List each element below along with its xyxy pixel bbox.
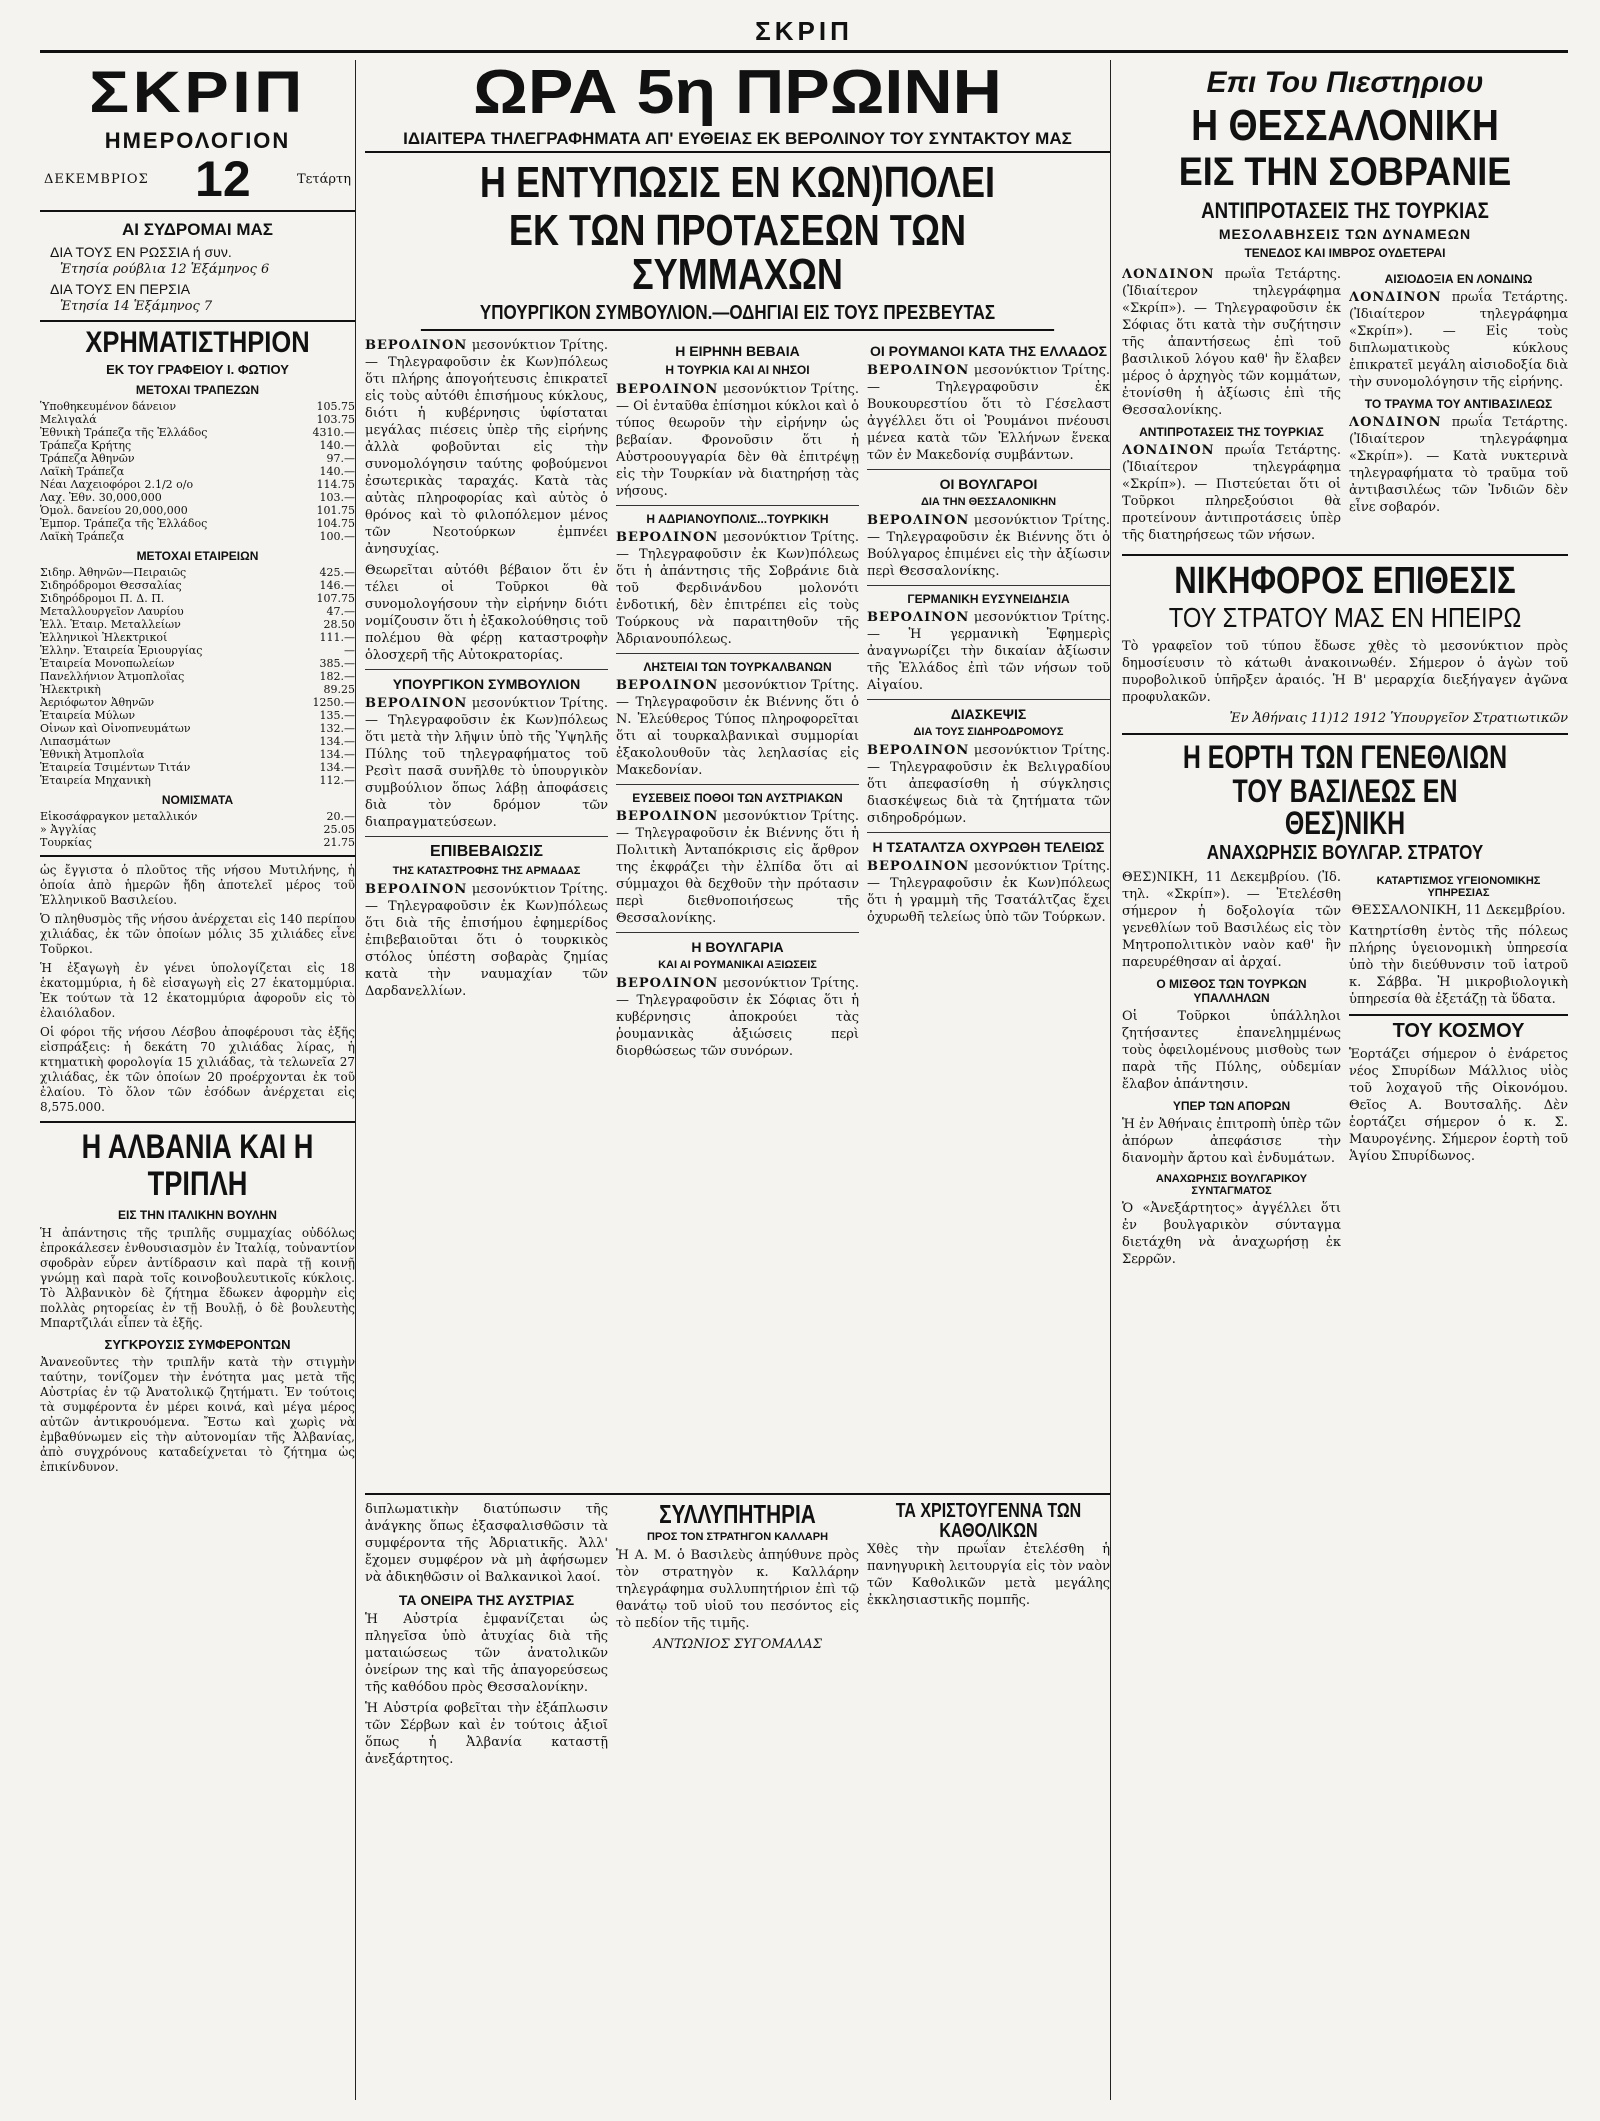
stock-name: Ἑταιρεία Μηχανικὴ (40, 774, 151, 787)
stock-row (40, 400, 355, 413)
stock-value: 100.— (319, 530, 355, 543)
right-headline-2: ΕΙΣ ΤΗΝ ΣΟΒΡΑΝΙΕ (1178, 150, 1512, 194)
stock-name: Τουρκίας (40, 836, 92, 849)
stock-value: 21.75 (323, 836, 355, 849)
stock-row (40, 605, 355, 618)
departure-headline: ΑΝΑΧΩΡΗΣΙΣ ΒΟΥΛΓΑΡΙΚΟΥ ΣΥΝΤΑΓΜΑΤΟΣ (1155, 1173, 1308, 1197)
left-story-text: Ὁ πληθυσμὸς τῆς νήσου ἀνέρχεται εἰς 140 περίπου χιλιάδας, ἐκ τῶν ὁποίων μόλις 35 χιλιάδες εἶνε Τοῦρκοι. (40, 912, 355, 956)
stock-value: 135.— (319, 709, 355, 722)
stock-value: 425.— (319, 566, 355, 579)
stock-name: Ἑταιρεία Τσιμέντων Τιτάν (40, 761, 191, 774)
dateline: ΛΟΝΔΙΝΟΝ (1349, 415, 1442, 430)
date-row (40, 152, 355, 212)
stock-row (40, 709, 355, 722)
dateline: ΒΕΡΟΛΙΝΟΝ (616, 976, 719, 991)
stock-name: Ἑταιρεία Μύλων (40, 709, 136, 722)
bulgaria-headline: Η ΒΟΥΛΓΑΡΙΑ (691, 939, 784, 955)
stock-value: 89.25 (323, 683, 355, 696)
story-text: μεσονύκτιον Τρίτης. — Τηλεγραφοῦσιν ἐκ Βιέννης ὅτι ἡ Πολιτικὴ Ἀνταπόκρισις εἰς ἄρθρον της ἐκφράζει τὴν ἐλπίδα ὅτι αἱ σύμμαχοι θὰ δεχθοῦν τὴν πρότασιν περὶ διεθνοποιήσεως τῆς Θεσσαλονίκης. (616, 809, 859, 926)
stock-value: 105.75 (316, 400, 355, 413)
stock-name: Σιδηρόδρομοι Π. Δ. Π. (40, 592, 165, 605)
stock-name: Ἐθνικὴ Τράπεζα τῆς Ἑλλάδος (40, 426, 208, 439)
stock-name: Οἶνων καὶ Οἰνοπνευμάτων (40, 722, 191, 735)
main-subcol-1 (365, 337, 608, 1487)
main-banner: ΩΡΑ 5η ΠΡΩΙΝΗ (473, 60, 1002, 127)
dateline: ΒΕΡΟΛΙΝΟΝ (867, 859, 970, 874)
story-text: πρωΐα Τετάρτης. (Ἰδιαίτερον τηλεγράφημα «Σκρίπ»). — Τηλεγραφοῦσιν ἐκ Σόφιας ὅτι κατὰ τὴν συζήτησιν τῆς ἀπαντήσεως ἐπὶ τοῦ βασιλικοῦ λόγου καθ' ἣν ἔλαβεν μέρος ὁ ἀρχηγὸς τῶν κομμάτων, ἐτονίσθη ἡ ἀξίωσις ἐπὶ τῆς Θεσσαλονίκης. (1122, 267, 1341, 418)
peace-subhead: Η ΤΟΥΡΚΙΑ ΚΑΙ ΑΙ ΝΗΣΟΙ (665, 363, 810, 377)
main-headline-1: Η ΕΝΤΥΠΩΣΙΣ ΕΝ ΚΩΝ)ΠΟΛΕΙ (479, 158, 996, 207)
salary-headline: Ο ΜΙΣΘΟΣ ΤΩΝ ΤΟΥΡΚΩΝ ΥΠΑΛΛΗΛΩΝ (1156, 977, 1307, 1005)
story-text: μεσονύκτιον Τρίτης. — Τηλεγραφοῦσιν ἐκ Κων)πόλεως ὅτι μετὰ τὴν λῆψιν ὑπὸ τῆς Ὑψηλῆς Πύλης τοῦ τηλεγραφήματος τοῦ Ρεσὶτ πασᾶ συνῆλθε τὸ ὑπουργικὸν συμβούλιον ὅπως λάβῃ ἀποφάσεις διὰ τὸν δρόμον τῶν διαπραγματεύσεων. (365, 696, 608, 830)
society-headline: ΤΟΥ ΚΟΣΜΟΥ (1349, 1014, 1568, 1043)
main-kicker: ΙΔΙΑΙΤΕΡΑ ΤΗΛΕΓΡΑΦΗΜΑΤΑ ΑΠ' ΕΥΘΕΙΑΣ ΕΚ ΒΕΡΟΛΙΝΟΥ ΤΟΥ ΣΥΝΤΑΚΤΟΥ ΜΑΣ (365, 130, 1110, 153)
stock-row (40, 478, 355, 491)
stock-row (40, 670, 355, 683)
subs-russia-price: Ἐτησία ρούβλια 12 Ἑξάμηνος 6 (60, 262, 270, 277)
exchange-title: ΧΡΗΜΑΤΙΣΤΗΡΙΟΝ (85, 326, 310, 359)
main-bottom-subcolumns (365, 1501, 1110, 1772)
confirmation-subhead: ΤΗΣ ΚΑΤΑΣΤΡΟΦΗΣ ΤΗΣ ΑΡΜΑΔΑΣ (392, 865, 581, 877)
main-subcol-3 (867, 337, 1110, 1487)
date-day: 12 (195, 151, 251, 207)
stock-row (40, 761, 355, 774)
stock-row (40, 735, 355, 748)
albania-headline: Η ΑΛΒΑΝΙΑ ΚΑΙ Η ΤΡΙΠΛΗ (81, 1128, 314, 1204)
stock-value: 47.— (326, 605, 355, 618)
right-subcol-1 (1122, 266, 1341, 548)
main-deck: ΥΠΟΥΡΓΙΚΟΝ ΣΥΜΒΟΥΛΙΟΝ.—ΟΔΗΓΙΑΙ ΕΙΣ ΤΟΥΣ ΠΡΕΣΒΕΥΤΑΣ (421, 303, 1054, 331)
story-text: Χθὲς τὴν πρωΐαν ἐτελέσθη ἡ πανηγυρικὴ λειτουργία εἰς τὸν ναὸν τῶν Καθολικῶν μετὰ μεγάλης ἐκκλησιαστικῆς πομπῆς. (867, 1542, 1110, 1608)
peace-headline: Η ΕΙΡΗΝΗ ΒΕΒΑΙΑ (675, 343, 800, 359)
optimism-headline: ΑΙΣΙΟΔΟΞΙΑ ΕΝ ΛΟΝΔΙΝΩ (1384, 272, 1533, 286)
stock-name: Νέαι Λαχειοφόροι 2.1/2 ο/ο (40, 478, 194, 491)
date-month: ΔΕΚΕΜΒΡΙΟΣ (44, 171, 149, 187)
stock-row (40, 439, 355, 452)
stock-row (40, 657, 355, 670)
dateline: ΛΟΝΔΙΝΟΝ (1122, 267, 1215, 282)
currency-header: ΝΟΜΙΣΜΑΤΑ (161, 793, 234, 807)
dateline: ΒΕΡΟΛΙΝΟΝ (867, 363, 970, 378)
subs-persia: ΔΙΑ ΤΟΥΣ ΕΝ ΠΕΡΣΙΑ (50, 281, 191, 297)
stock-row (40, 644, 355, 657)
currency-table (40, 810, 355, 849)
birthday-subhead: ΑΝΑΧΩΡΗΣΙΣ ΒΟΥΛΓΑΡ. ΣΤΡΑΤΟΥ (1206, 842, 1484, 864)
stock-value: 132.— (319, 722, 355, 735)
stock-value: 20.— (326, 810, 355, 823)
stock-value: 134.— (319, 735, 355, 748)
stock-value: 112.— (319, 774, 355, 787)
stock-value: 114.75 (316, 478, 355, 491)
conference-subhead: ΔΙΑ ΤΟΥΣ ΣΙΔΗΡΟΔΡΟΜΟΥΣ (913, 726, 1064, 738)
dateline: ΒΕΡΟΛΙΝΟΝ (616, 809, 719, 824)
stock-name: Σιδηρόδρομοι Θεσσαλίας (40, 579, 182, 592)
stock-row (40, 530, 355, 543)
stock-row (40, 517, 355, 530)
story-text: μεσονύκτιον Τρίτης. — Τηλεγραφοῦσιν ἐκ Σόφιας ὅτι ἡ κυβέρνησις ἀποκρούει τὰς ῥουμανικὰς ἀξιώσεις περὶ διορθώσεως τῶν συνόρων. (616, 976, 859, 1059)
right-deck-3: ΤΕΝΕΔΟΣ ΚΑΙ ΙΜΒΡΟΣ ΟΥΔΕΤΕΡΑΙ (1244, 246, 1446, 260)
right-column (1122, 60, 1568, 2100)
wound-headline: ΤΟ ΤΡΑΥΜΑ ΤΟΥ ΑΝΤΙΒΑΣΙΛΕΩΣ (1364, 397, 1553, 411)
dateline: ΛΟΝΔΙΝΟΝ (1122, 443, 1215, 458)
stock-value: 25.05 (323, 823, 355, 836)
stock-name: Ἑλλην. Ἑταιρεία Ἐριουργίας (40, 644, 203, 657)
right-deck-1: ΑΝΤΙΠΡΟΤΑΣΕΙΣ ΤΗΣ ΤΟΥΡΚΙΑΣ (1201, 198, 1489, 223)
stock-name: Λιπασμάτων (40, 735, 111, 748)
story-text: Ἑορτάζει σήμερον ὁ ἐνάρετος νέος Σπυρίδων Μάλλιος υἱὸς τοῦ λοχαγοῦ τῆς Οἰκονόμου. Θεῖος Α. Βουτσαλῆς. Δὲν ἑορτάζει σήμερον ὁ κ. Σ. Μαυρογένης. Σήμερον ἑορτὴ τοῦ Ἁγίου Σπυρίδωνος. (1349, 1047, 1568, 1164)
confirmation-headline: ΕΠΙΒΕΒΑΙΩΣΙΣ (430, 843, 543, 860)
main-bottom-col-1 (365, 1501, 608, 1772)
christmas-headline: ΤΑ ΧΡΙΣΤΟΥΓΕΝΝΑ ΤΩΝ ΚΑΘΟΛΙΚΩΝ (895, 1501, 1082, 1542)
story-text: μεσονύκτιον Τρίτης. — Τηλεγραφοῦσιν ἐκ Βελιγραδίου ὅτι ἀπεφασίσθη ἡ σύγκλησις διασκέψεως διὰ τὰ ζητήματα τῶν σιδηροδρόμων. (867, 743, 1110, 826)
story-text: μεσονύκτιον Τρίτης. — Τηλεγραφοῦσιν ἐκ Κων)πόλεως ὅτι διὰ τῆς ἐπισήμου ἐφημερίδος ἐπιβεβαιοῦται ὅτι ὁ τουρκικὸς στόλος ὑπέστη σοβαρὰς ζημίας κατὰ τὴν ναυμαχίαν τῶν Δαρδανελλίων. (365, 882, 608, 999)
stock-row (40, 823, 355, 836)
story-text: Κατηρτίσθη ἐντὸς τῆς πόλεως πλήρης ὑγειονομικὴ ὑπηρεσία ὑπὸ τὴν διεύθυνσιν τοῦ ἰατροῦ κ. Σάββα. Ἡ μικροβιολογικὴ ὑπηρεσία θὰ ἐξετάζῃ τὰ ὕδατα. (1349, 924, 1568, 1007)
conference-headline: ΔΙΑΣΚΕΨΙΣ (950, 706, 1027, 722)
stock-value: 134.— (319, 761, 355, 774)
council-headline: ΥΠΟΥΡΓΙΚΟΝ ΣΥΜΒΟΥΛΙΟΝ (392, 676, 581, 692)
stock-row (40, 774, 355, 787)
story-text: μεσονύκτιον Τρίτης. — Τηλεγραφοῦσιν ἐκ Κων)πόλεως ὅτι πλήρης ἀπογοήτευσις ἐπικρατεῖ εἰς τοὺς αὐτόθι ἐπισήμους κύκλους, διότι ἡ κυβέρνησις ὑφίσταται μεγάλας πιέσεις ὑπὲρ τῆς εἰρήνης ἀλλὰ φοβοῦνται εἰς τὴν συνομολόγησιν ταύτης φοβούμενοι ἐσωτερικὰς ταραχάς. Κατὰ τὰς αὐτὰς πληροφορίας καὶ αὐτὸς ὁ θρόνος καὶ τὸ φιλοπόλεμον μένος τῶν Νεοτούρκων ἐμπνέει ἀνησυχίας. (365, 338, 608, 557)
story-text: Ἡ Αὐστρία φοβεῖται τὴν ἐξάπλωσιν τῶν Σέρβων καὶ ἐν τούτοις ἀξιοῖ ὅπως ἡ Ἀλβανία καταστῇ ἀνεξάρτητος. (365, 1701, 608, 1767)
counterproposals-headline: ΑΝΤΙΠΡΟΤΑΣΕΙΣ ΤΗΣ ΤΟΥΡΚΙΑΣ (1139, 425, 1324, 439)
story-text: Ἡ Α. Μ. ὁ Βασιλεὺς ἀπηύθυνε πρὸς τὸν στρατηγὸν κ. Καλλάρην τηλεγράφημα συλλυπητήριον ἐπὶ τῷ θανάτῳ τοῦ υἱοῦ του πεσόντος εἰς τὸ πεδίον τῆς τιμῆς. (616, 1548, 859, 1631)
stock-name: Ἀεριόφωτον Ἀθηνῶν (40, 696, 155, 709)
chatalja-headline: Η ΤΣΑΤΑΛΤΖΑ ΟΧΥΡΩΘΗ ΤΕΛΕΙΩΣ (872, 839, 1105, 855)
stock-row (40, 426, 355, 439)
stock-value: 97.— (326, 452, 355, 465)
newspaper-page (40, 14, 1568, 2104)
albania-text: Ἡ ἀπάντησις τῆς τριπλῆς συμμαχίας οὐδόλως ἐπροκάλεσεν ἐνθουσιασμὸν ἐν Ἰταλίᾳ, τοὐναντίον σφοδρὰν εὗρεν ἀντίδρασιν καὶ παρὰ τῇ κοινῇ γνώμῃ καὶ παρὰ τοῖς κοινοβουλευτικοῖς κύκλοις. Τὸ Ἀλβανικὸν δὲ ζήτημα ἔδωκεν ἀφορμὴν εἰς πολλὰς ρητορείας ἐν τῇ Βουλῇ, ὁ δὲ βουλευτὴς Μπαρτζιλάι εἶπεν τὰ ἑξῆς. (40, 1225, 355, 1330)
dateline: ΒΕΡΟΛΙΝΟΝ (365, 696, 468, 711)
story-text: Θεωρεῖται αὐτόθι βέβαιον ὅτι ἐν τέλει οἱ Τοῦρκοι θὰ συνομολογήσουν τὴν εἰρήνην διότι νομίζουσιν ὅτι ἡ ἐξακολούθησις τοῦ πολέμου θὰ φέρῃ καταστροφὴν ὁλοσχερῆ τῆς Αὐτοκρατορίας. (365, 563, 608, 663)
banks-header: ΜΕΤΟΧΑΙ ΤΡΑΠΕΖΩΝ (135, 383, 260, 397)
stock-value: 140.— (319, 465, 355, 478)
stock-name: Πανελλήνιον Ἀτμοπλοΐας (40, 670, 185, 683)
stock-row (40, 722, 355, 735)
dateline: ΒΕΡΟΛΙΝΟΝ (867, 610, 970, 625)
stock-value: — (344, 644, 355, 657)
story-text: Οἱ Τοῦρκοι ὑπάλληλοι ζητήσαντες ἐπανελημμένως τοὺς ὀφειλομένους μισθοὺς των παρὰ τῆς Πύλης, οὐδεμίαν ἔλαβον ἀπάντησιν. (1122, 1009, 1341, 1092)
birthday-headline-2: ΤΟΥ ΒΑΣΙΛΕΩΣ ΕΝ ΘΕΣ)ΝΙΚΗ (1232, 773, 1458, 841)
dateline: ΒΕΡΟΛΙΝΟΝ (365, 338, 468, 353)
story-text: μεσονύκτιον Τρίτης. — Τηλεγραφοῦσιν ἐκ Κων)πόλεως ὅτι ἡ γραμμὴ τῆς Τσατάλτζας ἔχει ὀχυρωθῆ τελείως ὑπὸ τῶν Τούρκων. (867, 859, 1110, 925)
health-headline: ΚΑΤΑΡΤΙΣΜΟΣ ΥΓΕΙΟΝΟΜΙΚΗΣ ΥΠΗΡΕΣΙΑΣ (1376, 875, 1541, 899)
stock-row (40, 504, 355, 517)
stock-value: 101.75 (316, 504, 355, 517)
stock-value: 103.— (319, 491, 355, 504)
story-text: μεσονύκτιον Τρίτης. — Τηλεγραφοῦσιν ἐκ Κων)πόλεως ὅτι ἡ ἀπάντησις τῆς Σοβράνιε διὰ τοῦ Φερδινάνδου μολονότι ἐνδοτική, δὲν ἐπιτρέπει εἰς τοὺς Τούρκους νὰ παραιτηθοῦν τῆς Ἀδριανουπόλεως. (616, 530, 859, 647)
story-text: μεσονύκτιον Τρίτης. — Τηλεγραφοῦσιν ἐκ Βουκουρεστίου ὅτι τὸ Γέσελαστ ἀγγέλλει ὅτι οἱ Ῥουμάνοι πνέουσι μένεα κατὰ τῶν Ἑλλήνων ἕνεκα τῶν ἐν Μακεδονίᾳ συμβάντων. (867, 363, 1110, 463)
signature: ΑΝΤΩΝΙΟΣ ΣΥΓΟΜΑΛΑΣ (653, 1637, 822, 1652)
main-bottom-col-2 (616, 1501, 859, 1772)
left-story-text: ὡς ἔγγιστα ὁ πλοῦτος τῆς νήσου Μυτιλήνης, ἡ ὁποία ἀπὸ ἡμερῶν ἤδη ἀποτελεῖ μέρος τοῦ Ἑλληνικοῦ Βασιλείου. (40, 863, 355, 907)
stock-name: Τράπεζα Ἀθηνῶν (40, 452, 135, 465)
bulgaria-subhead: ΚΑΙ ΑΙ ΡΟΥΜΑΝΙΚΑΙ ΑΞΙΩΣΕΙΣ (658, 959, 817, 971)
stock-value: 28.50 (323, 618, 355, 631)
bulgarians-headline: ΟΙ ΒΟΥΛΓΑΡΟΙ (939, 476, 1038, 492)
stock-name: Λαϊκὴ Τράπεζα (40, 530, 125, 543)
story-text: πρωΐα Τετάρτης. (Ἰδιαίτερον τηλεγράφημα «Σκρίπ»). — Εἰς τοὺς διπλωματικοὺς κύκλους ἐπικρατεῖ μεγάλη αἰσιοδοξία διὰ τὴν συνομολόγησιν τῆς εἰρήνης. (1349, 290, 1568, 390)
stock-value: 107.75 (316, 592, 355, 605)
stock-name: Ἑταιρεία Μονοπωλείων (40, 657, 175, 670)
subs-persia-price: Ἐτησία 14 Ἑξάμηνος 7 (60, 299, 213, 314)
right-bottom-col-2 (1349, 869, 1568, 1272)
stock-row (40, 465, 355, 478)
austrians-headline: ΕΥΣΕΒΕΙΣ ΠΟΘΟΙ ΤΩΝ ΑΥΣΤΡΙΑΚΩΝ (632, 791, 843, 805)
dateline: ΒΕΡΟΛΙΝΟΝ (365, 882, 468, 897)
stock-name: Ἑλλ. Ἑταιρ. Μεταλλείων (40, 618, 181, 631)
stock-row (40, 631, 355, 644)
story-text: ΘΕΣ)ΝΙΚΗ, 11 Δεκεμβρίου. (Ἰδ. τηλ. «Σκρίπ»). — Ἐτελέσθη σήμερον ἡ δοξολογία τῶν γενεθλίων τοῦ Βασιλέως εἰς τὸν Μητροπολιτικὸν ναὸν καθ' ἣν παρευρέθησαν αἱ ἀρχαί. (1122, 870, 1341, 970)
companies-table (40, 566, 355, 787)
stock-name: Σιδηρ. Ἀθηνῶν—Πειραιῶς (40, 566, 187, 579)
stock-row (40, 748, 355, 761)
stock-row (40, 491, 355, 504)
stock-row (40, 618, 355, 631)
left-story-text: Ἡ ἐξαγωγὴ ἐν γένει ὑπολογίζεται εἰς 18 ἑκατομμύρια, ἡ δὲ εἰσαγωγὴ εἰς 27 ἑκατομμύρια. Ἐκ τούτων τὰ 12 ἑκατομμύρια ἀφοροῦν εἰς τὸ ἐλαιόλαδον. (40, 961, 355, 1020)
stock-row (40, 810, 355, 823)
stock-row (40, 836, 355, 849)
stock-row (40, 566, 355, 579)
stock-row (40, 452, 355, 465)
masthead-subtitle: ΗΜΕΡΟΛΟΓΙΟΝ (104, 128, 291, 153)
left-story-text: Οἱ φόροι τῆς νήσου Λέσβου ἀποφέρουσι τὰς ἑξῆς εἰσπράξεις: ἡ δεκάτη 70 χιλιάδας λίρας, ἡ κτηματικὴ φορολογία 15 χιλιάδας, τὰ τελωνεῖα 27 χιλιάδας, ἐκ τῶν ὁποίων 20 προέρχονται ἐκ τοῦ ἐλαίου. Τὸ ὅλον τῶν ἐσόδων ἀνέρχεται εἰς 8,575.000. (40, 1025, 355, 1114)
stock-value: 385.— (319, 657, 355, 670)
attack-subhead: ΤΟΥ ΣΤΡΑΤΟΥ ΜΑΣ ΕΝ ΗΠΕΙΡΩ (1168, 602, 1522, 633)
story-text: Ἡ Αὐστρία ἐμφανίζεται ὡς πληγεῖσα ὑπὸ ἀτυχίας διὰ τῆς ματαιώσεως τῶν ἀνατολικῶν ὀνείρων της καὶ τῆς ἀπαγορεύσεως τῆς καθόδου πρὸς Θεσσαλονίκην. (365, 1612, 608, 1695)
stock-row (40, 683, 355, 696)
poor-headline: ΥΠΕΡ ΤΩΝ ΑΠΟΡΩΝ (1172, 1099, 1291, 1113)
health-dateline: ΘΕΣΣΑΛΟΝΙΚΗ, 11 Δεκεμβρίου. (1351, 903, 1566, 918)
companies-header: ΜΕΤΟΧΑΙ ΕΤΑΙΡΕΙΩΝ (136, 549, 259, 563)
bulgarians-subhead: ΔΙΑ ΤΗΝ ΘΕΣΣΑΛΟΝΙΚΗΝ (920, 496, 1057, 508)
stock-name: Ἠλεκτρικὴ (40, 683, 101, 696)
stock-value: 134.— (319, 748, 355, 761)
dreams-headline: ΤΑ ΟΝΕΙΡΑ ΤΗΣ ΑΥΣΤΡΙΑΣ (398, 1592, 575, 1608)
story-text: διπλωματικὴν διατύπωσιν τῆς ἀνάγκης ὅπως ἐξασφαλισθῶσιν τὰ συμφέροντα τῆς Ἀδριατικῆς. Ἀλλ' ἔχομεν συμφέρον νὰ μὴ ἀφήσωμεν νὰ ἀδικηθῶσιν οἱ Βαλκανικοὶ λαοί. (365, 1502, 608, 1585)
stock-name: Εἰκοσάφραγκον μεταλλικόν (40, 810, 198, 823)
stock-name: » Ἀγγλίας (40, 823, 97, 836)
press-kicker: Επι Του Πιεστηριου (1206, 66, 1484, 99)
dateline: ΛΟΝΔΙΝΟΝ (1349, 290, 1442, 305)
story-text: μεσονύκτιον Τρίτης. — Ἡ γερμανικὴ Ἐφημερὶς ἀναγνωρίζει τὴν δικαίαν ἀξίωσιν τῆς Ἑλλάδος ἐπὶ τῶν νήσων τοῦ Αἰγαίου. (867, 610, 1110, 693)
stock-value: 182.— (319, 670, 355, 683)
stock-value: 111.— (319, 631, 355, 644)
stock-name: Μελιγαλά (40, 413, 97, 426)
main-bottom-col-3 (867, 1501, 1110, 1772)
story-text: μεσονύκτιον Τρίτης. — Τηλεγραφοῦσιν ἐκ Βιέννης ὅτι ὁ Βούλγαρος ἐπιμένει εἰς τὴν ἀξίωσιν περὶ Θεσσαλονίκης. (867, 513, 1110, 579)
stock-value: 146.— (319, 579, 355, 592)
exchange-source: ΕΚ ΤΟΥ ΓΡΑΦΕΙΟΥ Ι. ΦΩΤΙΟΥ (106, 362, 289, 377)
story-text: πρωΐα Τετάρτης. (Ἰδιαίτερον τηλεγράφημα «Σκρίπ»). — Πιστεύεται ὅτι οἱ Τοῦρκοι πληρεξούσιοι θὰ προτείνουν ἀντιπροτάσεις ὑπὲρ τῆς διατηρήσεως τῶν νήσων. (1122, 443, 1341, 543)
right-subcolumns (1122, 266, 1568, 548)
adrianople-headline: Η ΑΔΡΙΑΝΟΥΠΟΛΙΣ...ΤΟΥΡΚΙΚΗ (646, 512, 829, 526)
subs-russia: ΔΙΑ ΤΟΥΣ ΕΝ ΡΩΣΣΙΑ ή συν. (50, 244, 232, 260)
masthead-title: ΣΚΡΙΠ (89, 60, 306, 125)
dateline: ΒΕΡΟΛΙΝΟΝ (616, 382, 719, 397)
stock-value: 1250.— (312, 696, 355, 709)
stock-name: Ὑποθηκευμένον δάνειον (40, 400, 177, 413)
stock-name: Μεταλλουργεῖον Λαυρίου (40, 605, 184, 618)
running-head: ΣΚΡΙΠ (40, 14, 1568, 53)
dateline: ΒΕΡΟΛΙΝΟΝ (616, 530, 719, 545)
stock-name: Ὁμολ. δανείου 20,000,000 (40, 504, 188, 517)
stock-value: 140.— (319, 439, 355, 452)
condolence-subhead: ΠΡΟΣ ΤΟΝ ΣΤΡΑΤΗΓΟΝ ΚΑΛΛΑΡΗ (646, 1531, 829, 1543)
romanians-headline: ΟΙ ΡΟΥΜΑΝΟΙ ΚΑΤΑ ΤΗΣ ΕΛΛΑΔΟΣ (869, 343, 1108, 359)
stock-name: Ἐμπορ. Τράπεζα τῆς Ἑλλάδος (40, 517, 208, 530)
stock-row (40, 579, 355, 592)
stock-name: Λαϊκὴ Τράπεζα (40, 465, 125, 478)
main-headline-2: ΕΚ ΤΩΝ ΠΡΟΤΑΣΕΩΝ ΤΩΝ ΣΥΜΜΑΧΩΝ (508, 206, 967, 299)
banks-table (40, 400, 355, 543)
albania-subhead: ΕΙΣ ΤΗΝ ΙΤΑΛΙΚΗΝ ΒΟΥΛΗΝ (118, 1207, 277, 1222)
right-headline-1: Η ΘΕΣΣΑΛΟΝΙΚΗ (1191, 101, 1499, 150)
stock-name: Τράπεζα Κρήτης (40, 439, 132, 452)
main-column (365, 60, 1111, 2100)
right-bottom-col-1 (1122, 869, 1341, 1272)
stock-name: Λαχ. Ἐθν. 30,000,000 (40, 491, 162, 504)
conflict-text: Ἀνανεοῦντες τὴν τριπλῆν κατὰ τὴν στιγμὴν ταύτην, τονίζομεν τὴν ἑνότητα μας μετὰ τῆς Αὐστρίας ἐν τῷ Ἀνατολικῷ ζητήματι. Ἐν τούτοις τὰ συμφέροντα ἐν μέρει κοινά, καὶ μέγα μέρος αὐτῶν ἀντικρουόμενα. Ἔστω καὶ χωρὶς νὰ ἐμβαθύνωμεν εἰς τὴν αὐτονομίαν τῆς Ἀλβανίας, ἀπὸ συγχρόνους καταδείχνεται τὸ ζήτημα ὡς ἐπικίνδυνον. (40, 1354, 355, 1474)
right-deck-2: ΜΕΣΟΛΑΒΗΣΕΙΣ ΤΩΝ ΔΥΝΑΜΕΩΝ (1218, 226, 1472, 242)
dateline: ΒΕΡΟΛΙΝΟΝ (616, 678, 719, 693)
story-text: πρωΐα Τετάρτης. (Ἰδιαίτερον τηλεγράφημα «Σκρίπ»). — Κατὰ νυκτερινὰ τηλεγραφήματα τὸ τραῦμα τοῦ ἀντιβασιλέως τῶν Ἰνδιῶν δὲν εἶνε σοβαρόν. (1349, 415, 1568, 515)
stock-row (40, 696, 355, 709)
banditry-headline: ΛΗΣΤΕΙΑΙ ΤΩΝ ΤΟΥΡΚΑΛΒΑΝΩΝ (643, 660, 832, 674)
stock-value: 4310.— (312, 426, 355, 439)
stock-value: 103.75 (316, 413, 355, 426)
dateline: ΒΕΡΟΛΙΝΟΝ (867, 513, 970, 528)
right-bottom-subcolumns (1122, 869, 1568, 1272)
stock-value: 104.75 (316, 517, 355, 530)
story-text: Ἡ ἐν Ἀθήναις ἐπιτροπὴ ὑπὲρ τῶν ἀπόρων ἀπεφάσισε τὴν διανομὴν ἄρτου καὶ ἐνδυμάτων. (1122, 1117, 1341, 1166)
condolence-headline: ΣΥΛΛΥΠΗΤΗΡΙΑ (659, 1501, 816, 1529)
main-subcol-2 (616, 337, 859, 1487)
left-column (40, 60, 356, 2100)
story-text: μεσονύκτιον Τρίτης. — Οἱ ἐνταῦθα ἐπίσημοι κύκλοι καὶ ὁ τύπος θεωροῦν τὴν εἰρήνην ὡς βεβαίαν. Φρονοῦσιν ὅτι ἡ Αὐστροουγγαρία δὲν θὰ ἐπιτρέψῃ εἰς τὴν Τουρκίαν νὰ διατηρήσῃ τὰς νήσους. (616, 382, 859, 499)
right-subcol-2 (1349, 266, 1568, 548)
dateline: ΒΕΡΟΛΙΝΟΝ (867, 743, 970, 758)
stock-name: Ἑλληνικοὶ Ἠλεκτρικοί (40, 631, 168, 644)
story-text: Ὁ «Ἀνεξάρτητος» ἀγγέλλει ὅτι ἐν βουλγαρικὸν σύνταγμα διετάχθη νὰ ἀναχωρήσῃ ἐκ Σερρῶν. (1122, 1201, 1341, 1267)
attack-headline: ΝΙΚΗΦΟΡΟΣ ΕΠΙΘΕΣΙΣ (1174, 560, 1516, 602)
german-headline: ΓΕΡΜΑΝΙΚΗ ΕΥΣΥΝΕΙΔΗΣΙΑ (907, 592, 1070, 606)
stock-row (40, 413, 355, 426)
birthday-headline-1: Η ΕΟΡΤΗ ΤΩΝ ΓΕΝΕΘΛΙΩΝ (1182, 739, 1508, 775)
story-text: Τὸ γραφεῖον τοῦ τύπου ἔδωσε χθὲς τὸ μεσονύκτιον πρὸς δημοσίευσιν τὸ κάτωθι ἀνακοινωθέν. Σήμερον ὁ ἀγὼν τοῦ πυροβολικοῦ ὑπῆρξεν ἀραιός. Ἡ Β' μεραρχία διεξήγαγεν ἀγῶνα προφυλακῶν. (1122, 639, 1568, 705)
conflict-headline: ΣΥΓΚΡΟΥΣΙΣ ΣΥΜΦΕΡΟΝΤΩΝ (104, 1336, 291, 1352)
date-weekday: Τετάρτη (297, 171, 351, 187)
story-text: μεσονύκτιον Τρίτης. — Τηλεγραφοῦσιν ἐκ Βιέννης ὅτι ὁ Ν. Ἐλεύθερος Τύπος πληροφορεῖται ὅτι αἱ τουρκαλβανικαὶ συμμορίαι ἐξακολουθοῦν τὰς λεηλασίας εἰς Μακεδονίαν. (616, 678, 859, 778)
stock-row (40, 592, 355, 605)
stock-name: Ἐθνικὴ Ἀτμοπλοΐα (40, 748, 145, 761)
main-subcolumns (365, 337, 1110, 1487)
story-signature: Ἐν Ἀθήναις 11)12 1912 Ὑπουργεῖον Στρατιωτικῶν (1229, 711, 1568, 726)
subscriptions-title: ΑΙ ΣΥΔΡΟΜΑΙ ΜΑΣ (121, 220, 274, 239)
